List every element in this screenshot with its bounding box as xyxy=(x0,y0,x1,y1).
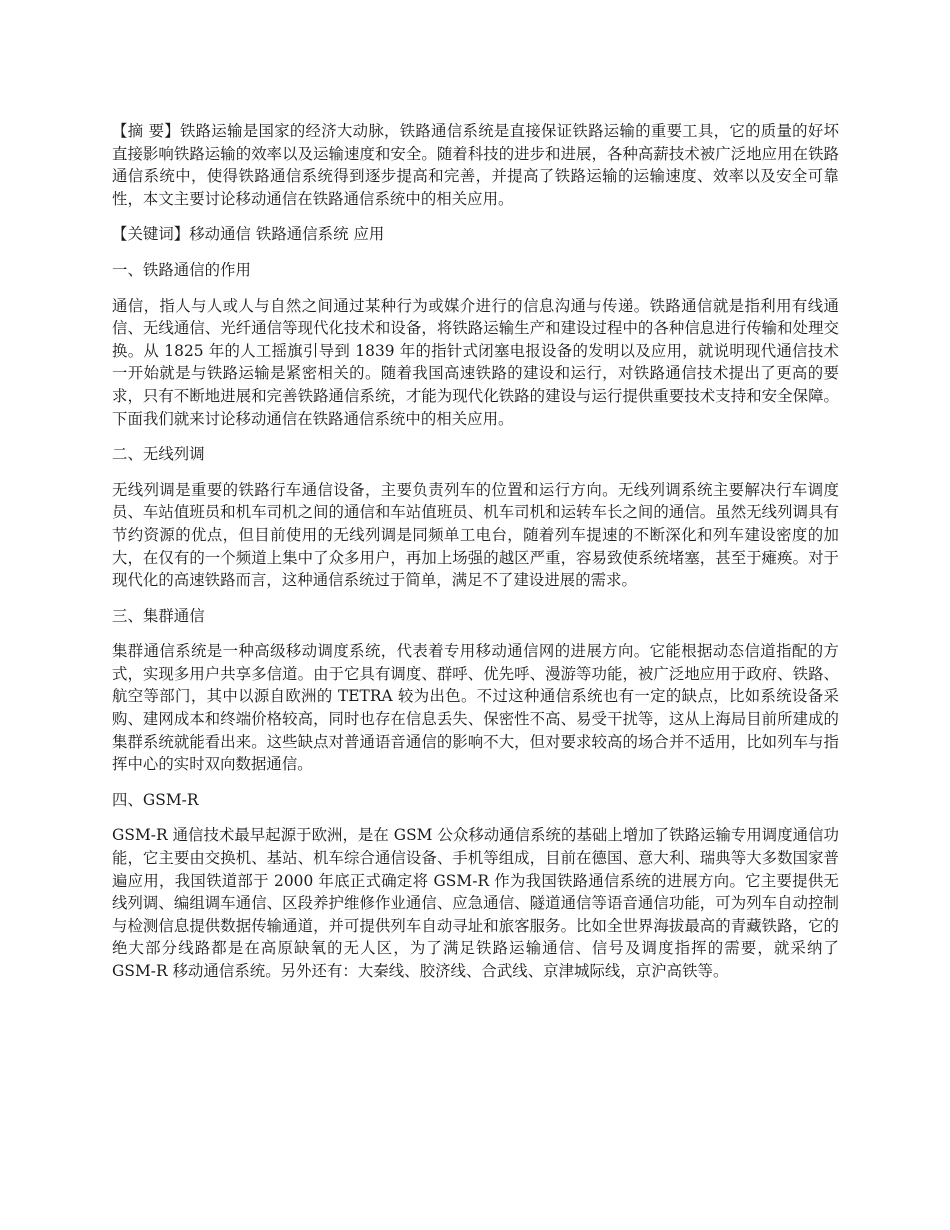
section-body-4: GSM-R 通信技术最早起源于欧洲，是在 GSM 公众移动通信系统的基础上增加了铁路运输专用调度通信功能，它主要由交换机、基站、机车综合通信设备、手机等组成，目前在德国、意大利、瑞典等大多数国家普遍应用，我国铁道部于 2000 年底正式确定将 GSM-R 作为我国铁路通信系统的进展方向。它主要提供无线列调、编组调车通信、区段养护维修作业通信、应急通信、隧道通信等语音通信功能，可为列车自动控制与检测信息提供数据传输通道，并可提供列车自动寻址和旅客服务。比如全世界海拔最高的青藏铁路，它的绝大部分线路都是在高原缺氧的无人区，为了满足铁路运输通信、信号及调度指挥的需要，就采纳了 GSM-R 移动通信系统。另外还有：大秦线、胶济线、合武线、京津城际线，京沪高铁等。 xyxy=(112,826,839,980)
keywords-line: 【关键词】移动通信 铁路通信系统 应用 xyxy=(112,225,385,244)
section-heading-3: 三、集群通信 xyxy=(112,606,205,625)
section-body-2: 无线列调是重要的铁路行车通信设备，主要负责列车的位置和运行方向。无线列调系统主要解决行车调度员、车站值班员和机车司机之间的通信和车站值班员、机车司机和运转车长之间的通信。虽然无线列调具有节约资源的优点，但目前使用的无线列调是同频单工电台，随着列车提速的不断深化和列车建设密度的加大，在仅有的一个频道上集中了众多用户，再加上场强的越区严重，容易致使系统堵塞，甚至于瘫痪。对于现代化的高速铁路而言，这种通信系统过于简单，满足不了建设进展的需求。 xyxy=(112,480,839,590)
section-heading-2: 二、无线列调 xyxy=(112,445,205,464)
abstract-paragraph: 【摘 要】铁路运输是国家的经济大动脉，铁路通信系统是直接保证铁路运输的重要工具，它的质量的好坏直接影响铁路运输的效率以及运输速度和安全。随着科技的进步和进展，各种高薪技术被广泛地应用在铁路通信系统中，使得铁路通信系统得到逐步提高和完善，并提高了铁路运输的运输速度、效率以及安全可靠性，本文主要讨论移动通信在铁路通信系统中的相关应用。 xyxy=(112,122,839,208)
section-heading-4: 四、GSM-R xyxy=(112,790,199,809)
document-body xyxy=(112,120,839,996)
section-body-1: 通信，指人与人或人与自然之间通过某种行为或媒介进行的信息沟通与传递。铁路通信就是指利用有线通信、无线通信、光纤通信等现代化技术和设备，将铁路运输生产和建设过程中的各种信息进行传输和处理交换。从 1825 年的人工摇旗引导到 1839 年的指针式闭塞电报设备的发明以及应用，就说明现代通信技术一开始就是与铁路运输是紧密相关的。随着我国高速铁路的建设和运行，对铁路通信技术提出了更高的要求，只有不断地进展和完善铁路通信系统，才能为现代化铁路的建设与运行提供重要技术支持和安全保障。下面我们就来讨论移动通信在铁路通信系统中的相关应用。 xyxy=(112,296,839,428)
section-body-3: 集群通信系统是一种高级移动调度系统，代表着专用移动通信网的进展方向。它能根据动态信道指配的方式，实现多用户共享多信道。由于它具有调度、群呼、优先呼、漫游等功能，被广泛地应用于政府、铁路、航空等部门，其中以源自欧洲的 TETRA 较为出色。不过这种通信系统也有一定的缺点，比如系统设备采购、建网成本和终端价格较高，同时也存在信息丢失、保密性不高、易受干扰等，这从上海局目前所建成的集群系统就能看出来。这些缺点对普通语音通信的影响不大，但对要求较高的场合并不适用，比如列车与指挥中心的实时双向数据通信。 xyxy=(112,642,839,774)
section-heading-1: 一、铁路通信的作用 xyxy=(112,260,251,279)
